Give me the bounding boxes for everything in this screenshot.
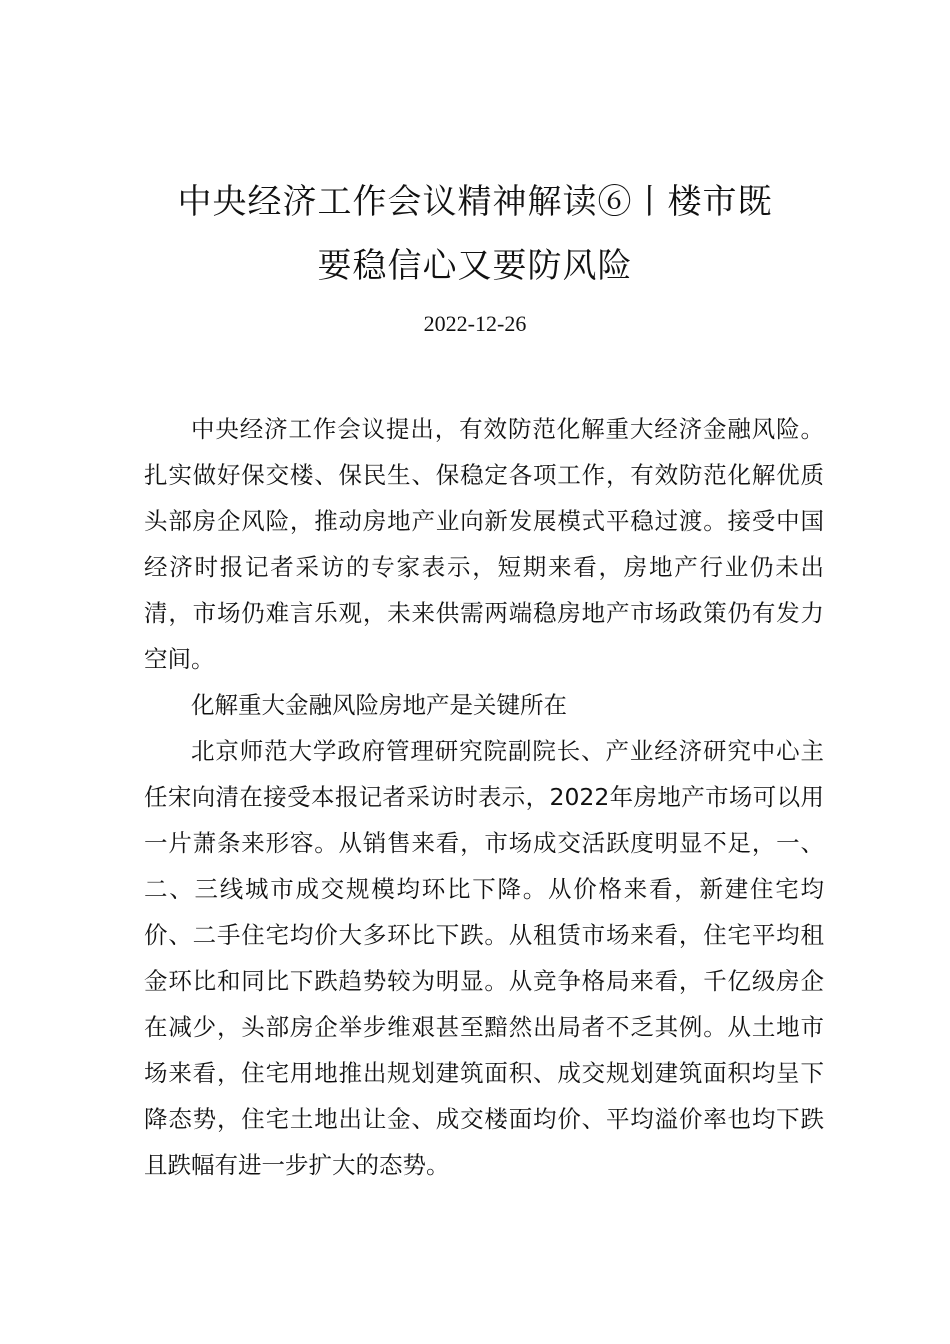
article-title-line-2: 要稳信心又要防风险 [317, 246, 633, 286]
section-heading: 化解重大金融风险房地产是关键所在 [191, 691, 567, 719]
paragraph-expert-analysis: 北京师范大学政府管理研究院副院长、产业经济研究中心主任宋向清在接受本报记者采访时表示，2022年房地产市场可以用一片萧条来形容。从销售来看，市场成交活跃度明显不足，一、二、三线城市成交规模均环比下降。从价格来看，新建住宅均价、二手住宅均价大多环比下跌。从租赁市场来看，住宅平均租金环比和同比下跌趋势较为明显。从竞争格局来看，千亿级房企在减少，头部房企举步维艰甚至黯然出局者不乏其例。从土地市场来看，住宅用地推出规划建筑面积、成交规划建筑面积均呈下降态势，住宅土地出让金、成交楼面均价、平均溢价率也均下跌且跌幅有进一步扩大的态势。 [144, 737, 824, 1179]
article-body [144, 406, 824, 1188]
publish-date: 2022-12-26 [423, 311, 527, 336]
article-title-line-1: 中央经济工作会议精神解读⑥丨楼市既 [177, 182, 773, 222]
paragraph-intro: 中央经济工作会议提出，有效防范化解重大经济金融风险。扎实做好保交楼、保民生、保稳定各项工作，有效防范化解优质头部房企风险，推动房地产业向新发展模式平稳过渡。接受中国经济时报记者采访的专家表示，短期来看，房地产行业仍未出清，市场仍难言乐观，未来供需两端稳房地产市场政策仍有发力空间。 [144, 415, 824, 673]
